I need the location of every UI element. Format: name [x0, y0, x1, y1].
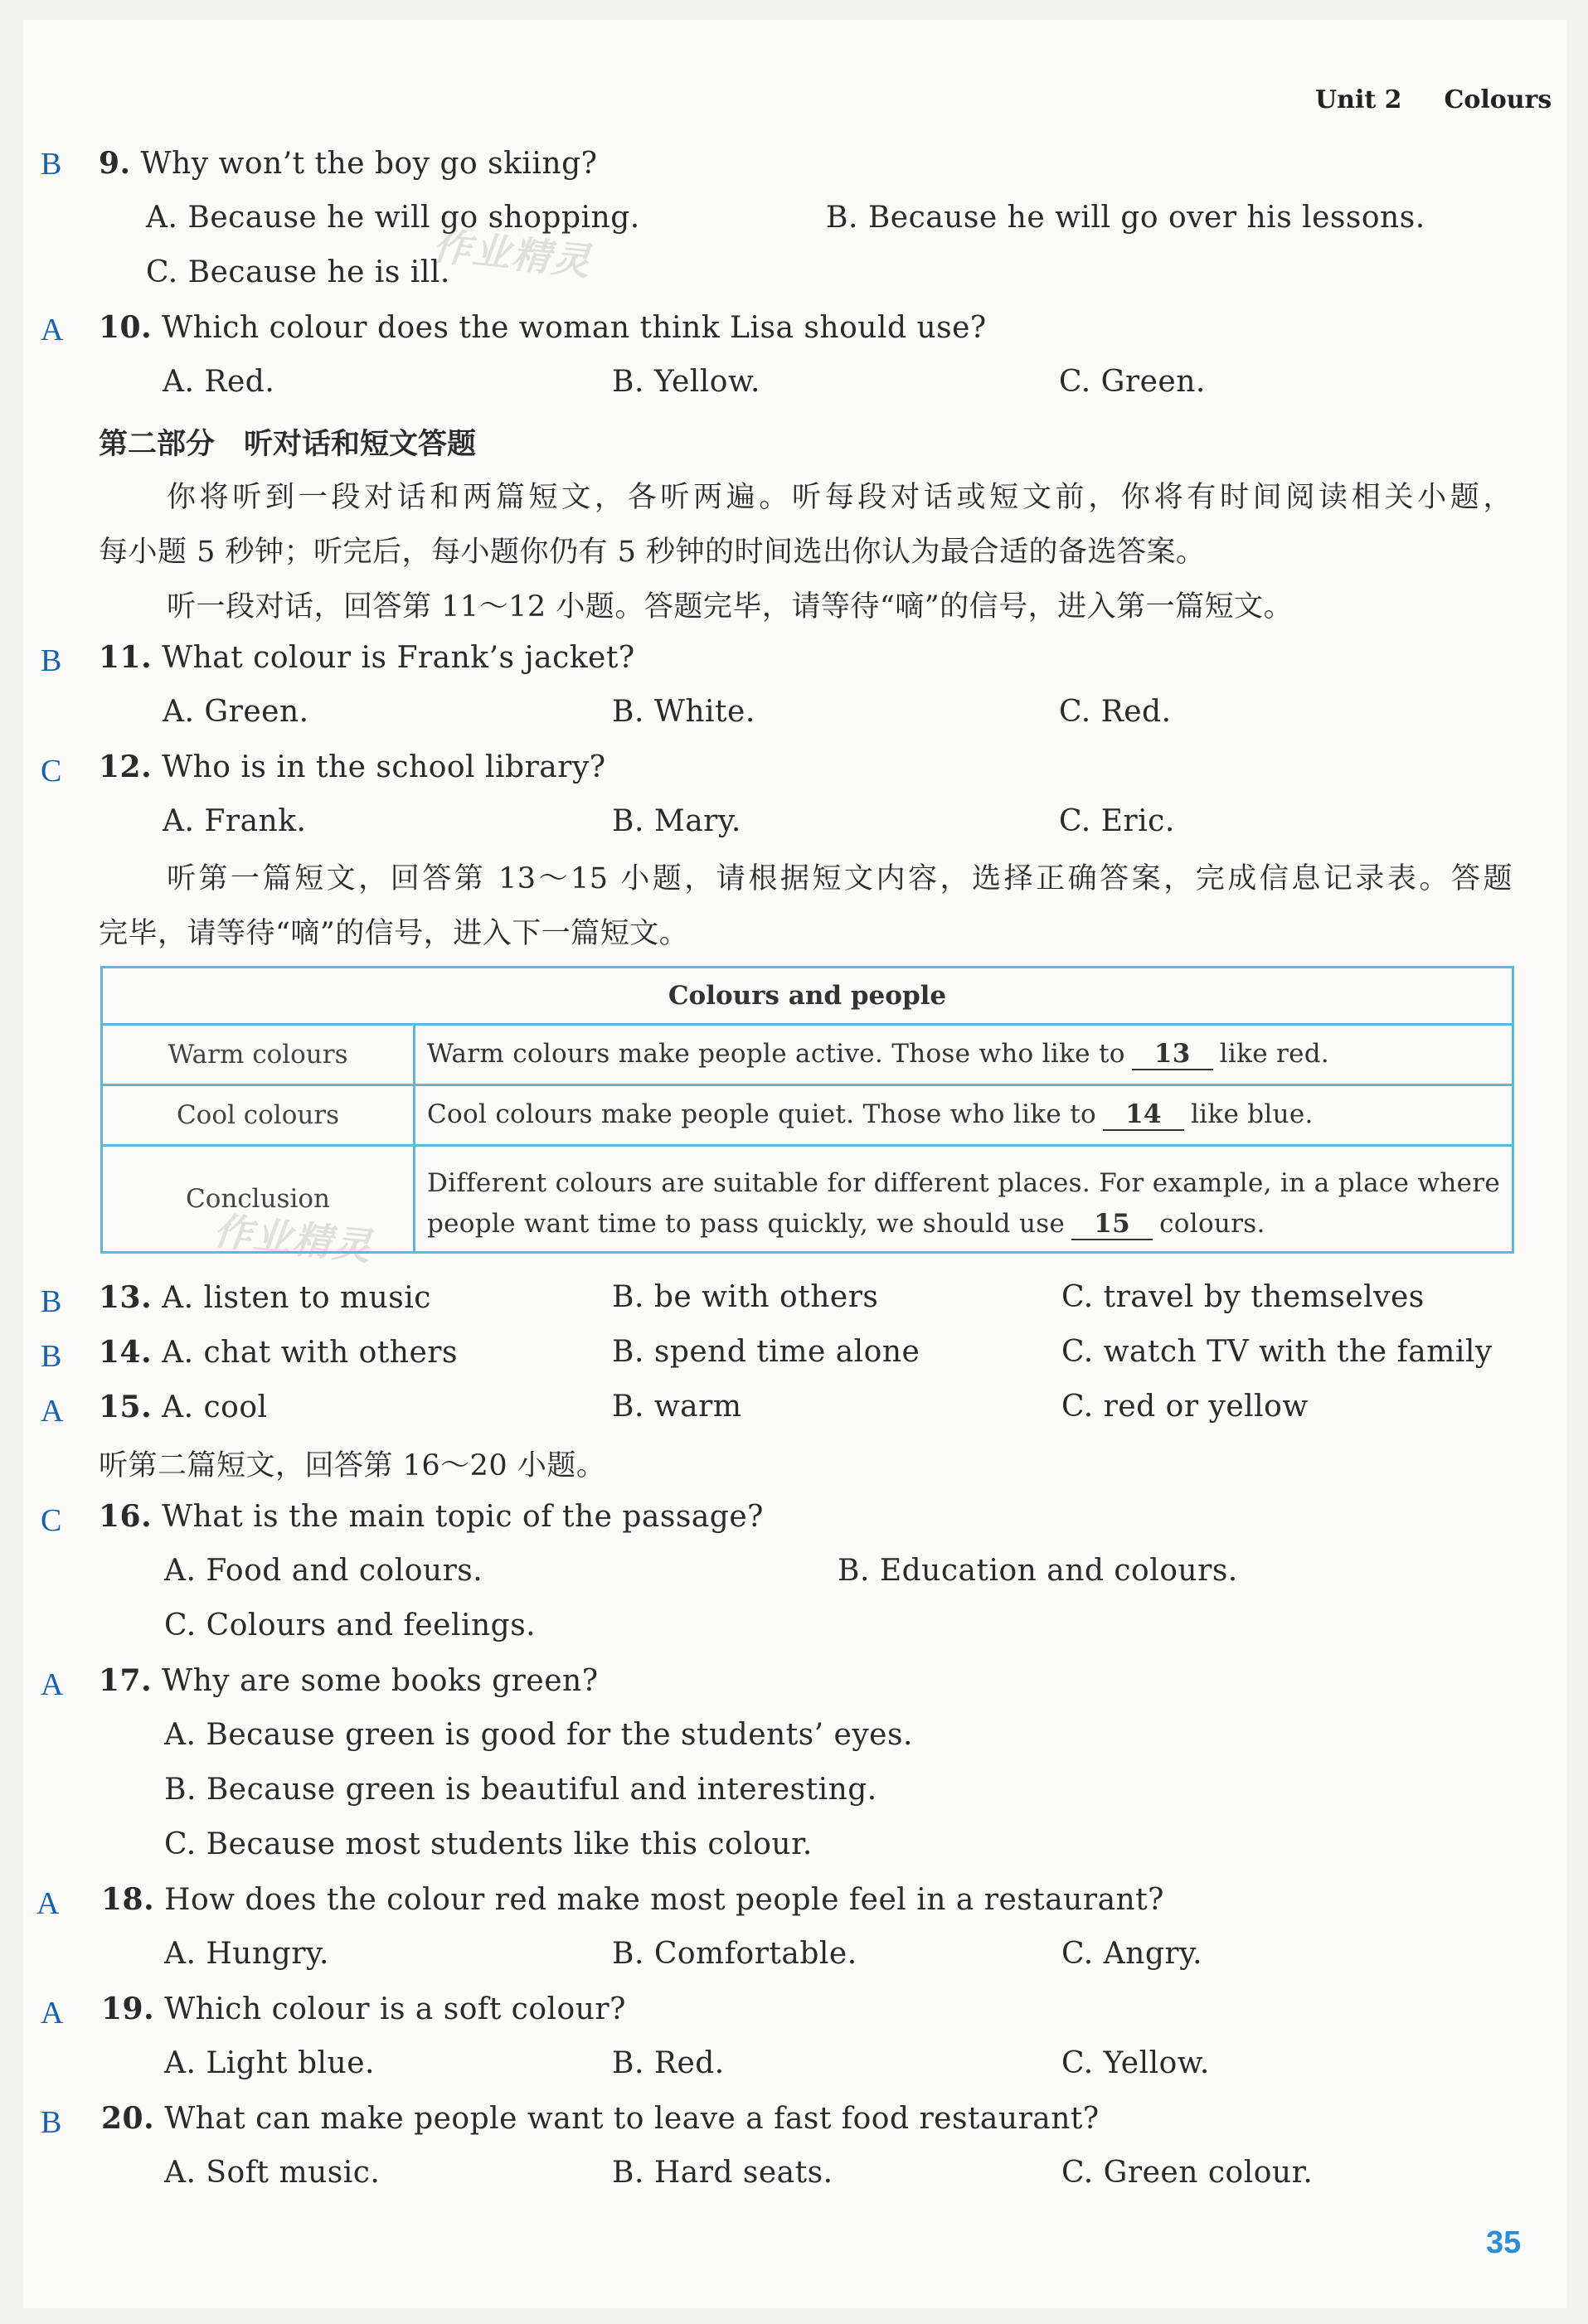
option-b: B. Yellow. — [612, 365, 760, 399]
option-a: A. Frank. — [163, 804, 307, 838]
question-9 — [99, 146, 597, 181]
question-number: 9. — [99, 146, 131, 181]
question-number: 17. — [99, 1663, 153, 1698]
blank-13: 13 — [1132, 1040, 1213, 1070]
watermark-table: 作业精灵 — [211, 1208, 375, 1269]
question-number: 16. — [99, 1499, 153, 1534]
option-c: C. Eric. — [1059, 804, 1175, 838]
option-b: B. Hard seats. — [612, 2156, 833, 2190]
option-b: B. Mary. — [612, 804, 741, 838]
question-number: 12. — [99, 750, 153, 784]
row-content — [415, 1085, 1513, 1146]
option-c: C. red or yellow — [1061, 1390, 1309, 1424]
row-content — [415, 1146, 1513, 1253]
intro-line-1: 你将听到一段对话和两篇短文，各听两遍。听每段对话或短文前，你将有时间阅读相关小题， — [167, 481, 1513, 514]
option-b: B. Education and colours. — [838, 1554, 1238, 1588]
option-b: B. Because green is beautiful and interesting. — [164, 1773, 877, 1807]
section-intro — [99, 474, 1513, 516]
question-number: 15. — [99, 1390, 153, 1424]
option-b: B. Comfortable. — [612, 1937, 857, 1971]
question-13 — [99, 1280, 431, 1315]
question-15 — [99, 1390, 268, 1424]
option-c: C. Because he is ill. — [146, 255, 450, 289]
blank-15: 15 — [1071, 1210, 1153, 1240]
question-11 — [99, 640, 635, 675]
option-c: C. Yellow. — [1061, 2046, 1210, 2080]
option-b: B. spend time alone — [612, 1335, 920, 1369]
row-text-after: like blue. — [1190, 1099, 1314, 1130]
option-b: B. Because he will go over his lessons. — [826, 201, 1425, 235]
question-text: How does the colour red make most people feel in a restaurant? — [164, 1883, 1164, 1917]
row-text-before: Cool colours make people quiet. Those who like to — [427, 1099, 1096, 1130]
passage1-instruction — [99, 856, 1513, 897]
option-c: C. Angry. — [1061, 1937, 1203, 1971]
table-row — [102, 1085, 1513, 1146]
question-number: 10. — [99, 310, 153, 345]
passage1-line-1: 听第一篇短文，回答第 13～15 小题，请根据短文内容，选择正确答案，完成信息记录表。答题 — [167, 862, 1513, 895]
option-a: A. Light blue. — [164, 2046, 375, 2080]
option-c: C. Because most students like this colour. — [164, 1827, 813, 1861]
question-text: What is the main topic of the passage? — [162, 1500, 764, 1534]
answer-mark: B — [41, 1284, 62, 1319]
info-table — [100, 966, 1514, 1254]
option-a: A. Because green is good for the students’ eyes. — [164, 1718, 913, 1752]
question-12 — [99, 750, 606, 784]
option-c: C. Colours and feelings. — [164, 1608, 537, 1642]
question-17 — [99, 1663, 599, 1698]
dialogue-instruction: 听一段对话，回答第 11～12 小题。答题完毕，请等待“嘀”的信号，进入第一篇短文。 — [167, 590, 1294, 623]
question-19 — [101, 1992, 626, 2026]
option-a: A. Green. — [163, 695, 309, 729]
question-text: Why are some books green? — [162, 1664, 599, 1698]
row-line-1: Different colours are suitable for different places. For example, in a place where — [427, 1168, 1500, 1199]
question-10 — [99, 310, 987, 345]
question-number: 11. — [99, 640, 153, 675]
answer-mark: B — [41, 1339, 62, 1374]
option-b: B. White. — [612, 695, 755, 729]
question-text: What colour is Frank’s jacket? — [162, 641, 635, 675]
answer-mark: A — [41, 1667, 64, 1702]
passage2-instruction: 听第二篇短文，回答第 16～20 小题。 — [99, 1449, 606, 1482]
option-a: A. chat with others — [162, 1336, 458, 1370]
question-number: 20. — [101, 2101, 155, 2136]
option-a: A. Hungry. — [164, 1937, 329, 1971]
row-label: Cool colours — [102, 1085, 415, 1146]
row-content — [415, 1025, 1513, 1085]
row-text-before: Warm colours make people active. Those who like to — [427, 1039, 1125, 1070]
option-b: B. warm — [612, 1390, 742, 1424]
section-title: 第二部分 听对话和短文答题 — [99, 427, 477, 461]
question-text: Why won’t the boy go skiing? — [140, 147, 598, 181]
answer-mark: A — [41, 1394, 64, 1429]
table-row — [102, 1146, 1513, 1253]
question-text: Which colour does the woman think Lisa should use? — [162, 311, 987, 345]
table-header-row — [102, 968, 1513, 1025]
option-b: B. be with others — [612, 1280, 879, 1314]
unit-label: Unit 2 — [1315, 85, 1402, 114]
option-a: A. Food and colours. — [164, 1554, 483, 1588]
option-c: C. travel by themselves — [1061, 1280, 1425, 1314]
question-18 — [101, 1882, 1164, 1917]
question-20 — [101, 2101, 1100, 2136]
question-text: Which colour is a soft colour? — [164, 1992, 626, 2026]
question-number: 18. — [101, 1882, 155, 1917]
answer-mark: B — [41, 147, 62, 182]
row-text-after: colours. — [1159, 1209, 1265, 1240]
option-a: A. Red. — [163, 365, 275, 399]
blank-14: 14 — [1103, 1100, 1184, 1130]
option-c: C. Red. — [1059, 695, 1172, 729]
passage1-line-2: 完毕，请等待“嘀”的信号，进入下一篇短文。 — [99, 917, 689, 950]
row-label: Conclusion — [102, 1146, 415, 1253]
answer-mark: C — [41, 754, 62, 788]
answer-mark: B — [41, 643, 62, 678]
question-text: What can make people want to leave a fast food restaurant? — [164, 2102, 1100, 2136]
table-row — [102, 1025, 1513, 1085]
question-number: 14. — [99, 1335, 153, 1370]
question-14 — [99, 1335, 458, 1370]
unit-title: Colours — [1444, 85, 1552, 114]
option-a: A. Soft music. — [164, 2156, 381, 2190]
page-number: 35 — [1486, 2225, 1522, 2260]
intro-line-2: 每小题 5 秒钟；听完后，每小题你仍有 5 秒钟的时间选出你认为最合适的备选答案。 — [99, 536, 1206, 569]
watermark-top: 作业精灵 — [430, 223, 594, 284]
question-text: Who is in the school library? — [162, 750, 606, 784]
row-text-after: like red. — [1219, 1039, 1330, 1070]
option-a: A. Because he will go shopping. — [146, 201, 640, 235]
row-text-before: people want time to pass quickly, we should use — [427, 1209, 1066, 1240]
answer-mark: A — [36, 1886, 60, 1921]
option-c: C. Green colour. — [1061, 2156, 1314, 2190]
answer-mark: A — [41, 313, 64, 347]
table-title: Colours and people — [102, 968, 1513, 1025]
option-b: B. Red. — [612, 2046, 725, 2080]
question-number: 19. — [101, 1992, 155, 2026]
answer-mark: C — [41, 1503, 62, 1538]
option-c: C. watch TV with the family — [1061, 1335, 1493, 1369]
row-label: Warm colours — [102, 1025, 415, 1085]
option-a: A. listen to music — [162, 1281, 431, 1315]
question-number: 13. — [99, 1280, 153, 1315]
answer-mark: A — [41, 1996, 64, 2030]
page-header — [1315, 85, 1552, 114]
option-c: C. Green. — [1059, 365, 1206, 399]
question-16 — [99, 1499, 764, 1534]
option-a: A. cool — [162, 1390, 268, 1424]
answer-mark: B — [41, 2105, 62, 2140]
